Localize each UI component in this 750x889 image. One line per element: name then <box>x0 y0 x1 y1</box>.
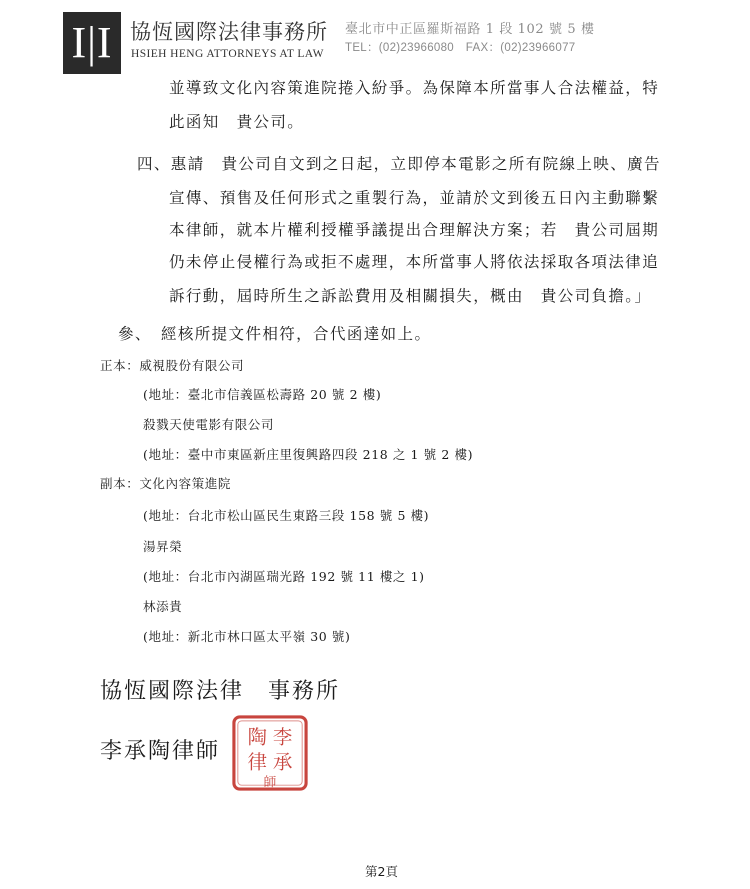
original-label: 正本： <box>100 358 140 373</box>
paragraph-line: 此函知 貴公司。 <box>169 113 305 131</box>
recipient-address: (地址：台北市松山區民生東路三段 158 號 5 樓) <box>143 508 430 523</box>
section-three: 參、 經核所提文件相符，合代函達如上。 <box>118 325 432 343</box>
lawyer-seal <box>231 714 309 792</box>
svg-text:律: 律 <box>247 750 268 774</box>
recipient-name: 湯昇榮 <box>143 539 183 554</box>
page-number: 第2頁 <box>365 864 398 879</box>
recipient-name: 林添貴 <box>143 599 183 614</box>
svg-text:承: 承 <box>272 750 293 774</box>
svg-text:李: 李 <box>272 725 293 749</box>
signature-firm: 協恆國際法律 事務所 <box>100 679 341 704</box>
recipient-address: (地址：台北市內湖區瑞光路 192 號 11 樓之 1) <box>143 569 425 584</box>
recipient-address: (地址：臺中市東區新庄里復興路四段 218 之 1 號 2 樓) <box>143 447 474 462</box>
recipient-address: (地址：臺北市信義區松壽路 20 號 2 樓) <box>143 387 382 402</box>
recipient-name: 文化內容策進院 <box>139 476 232 491</box>
paragraph-line: 仍未停止侵權行為或拒不處理，本所當事人將依法採取各項法律追 <box>169 253 660 271</box>
copy-recipients <box>100 474 231 492</box>
firm-name-en: HSIEH HENG ATTORNEYS AT LAW <box>131 48 324 60</box>
firm-name-cn: 協恆國際法律事務所 <box>130 20 328 44</box>
paragraph-line: 本律師，就本片權利授權爭議提出合理解決方案；若 貴公司屆期 <box>169 221 660 239</box>
paragraph-line: 訴行動，屆時所生之訴訟費用及相關損失，概由 貴公司負擔。」 <box>169 287 652 305</box>
copy-label: 副本： <box>100 476 140 491</box>
header-address: 臺北市中正區羅斯福路 1 段 102 號 5 樓 <box>345 22 595 37</box>
paragraph-line: 四、惠請 貴公司自文到之日起，立即停本電影之所有院線上映、廣告 <box>137 155 661 173</box>
recipient-name: 殺戮天使電影有限公司 <box>143 417 275 432</box>
header-tel-fax: TEL：(02)23966080 FAX：(02)23966077 <box>345 42 576 54</box>
recipient-name: 威視股份有限公司 <box>139 358 245 373</box>
firm-logo <box>63 12 121 74</box>
signature-lawyer: 李承陶律師 <box>100 739 221 764</box>
logo-mark: I|I <box>71 18 113 67</box>
svg-text:師: 師 <box>263 774 277 790</box>
recipient-address: (地址：新北市林口區太平嶺 30 號) <box>143 629 351 644</box>
paragraph-line: 並導致文化內容策進院捲入紛爭。為保障本所當事人合法權益，特 <box>169 79 660 97</box>
original-recipients <box>100 356 244 374</box>
svg-text:陶: 陶 <box>247 725 268 749</box>
paragraph-line: 宣傳、預售及任何形式之重製行為，並請於文到後五日內主動聯繫 <box>169 189 660 207</box>
